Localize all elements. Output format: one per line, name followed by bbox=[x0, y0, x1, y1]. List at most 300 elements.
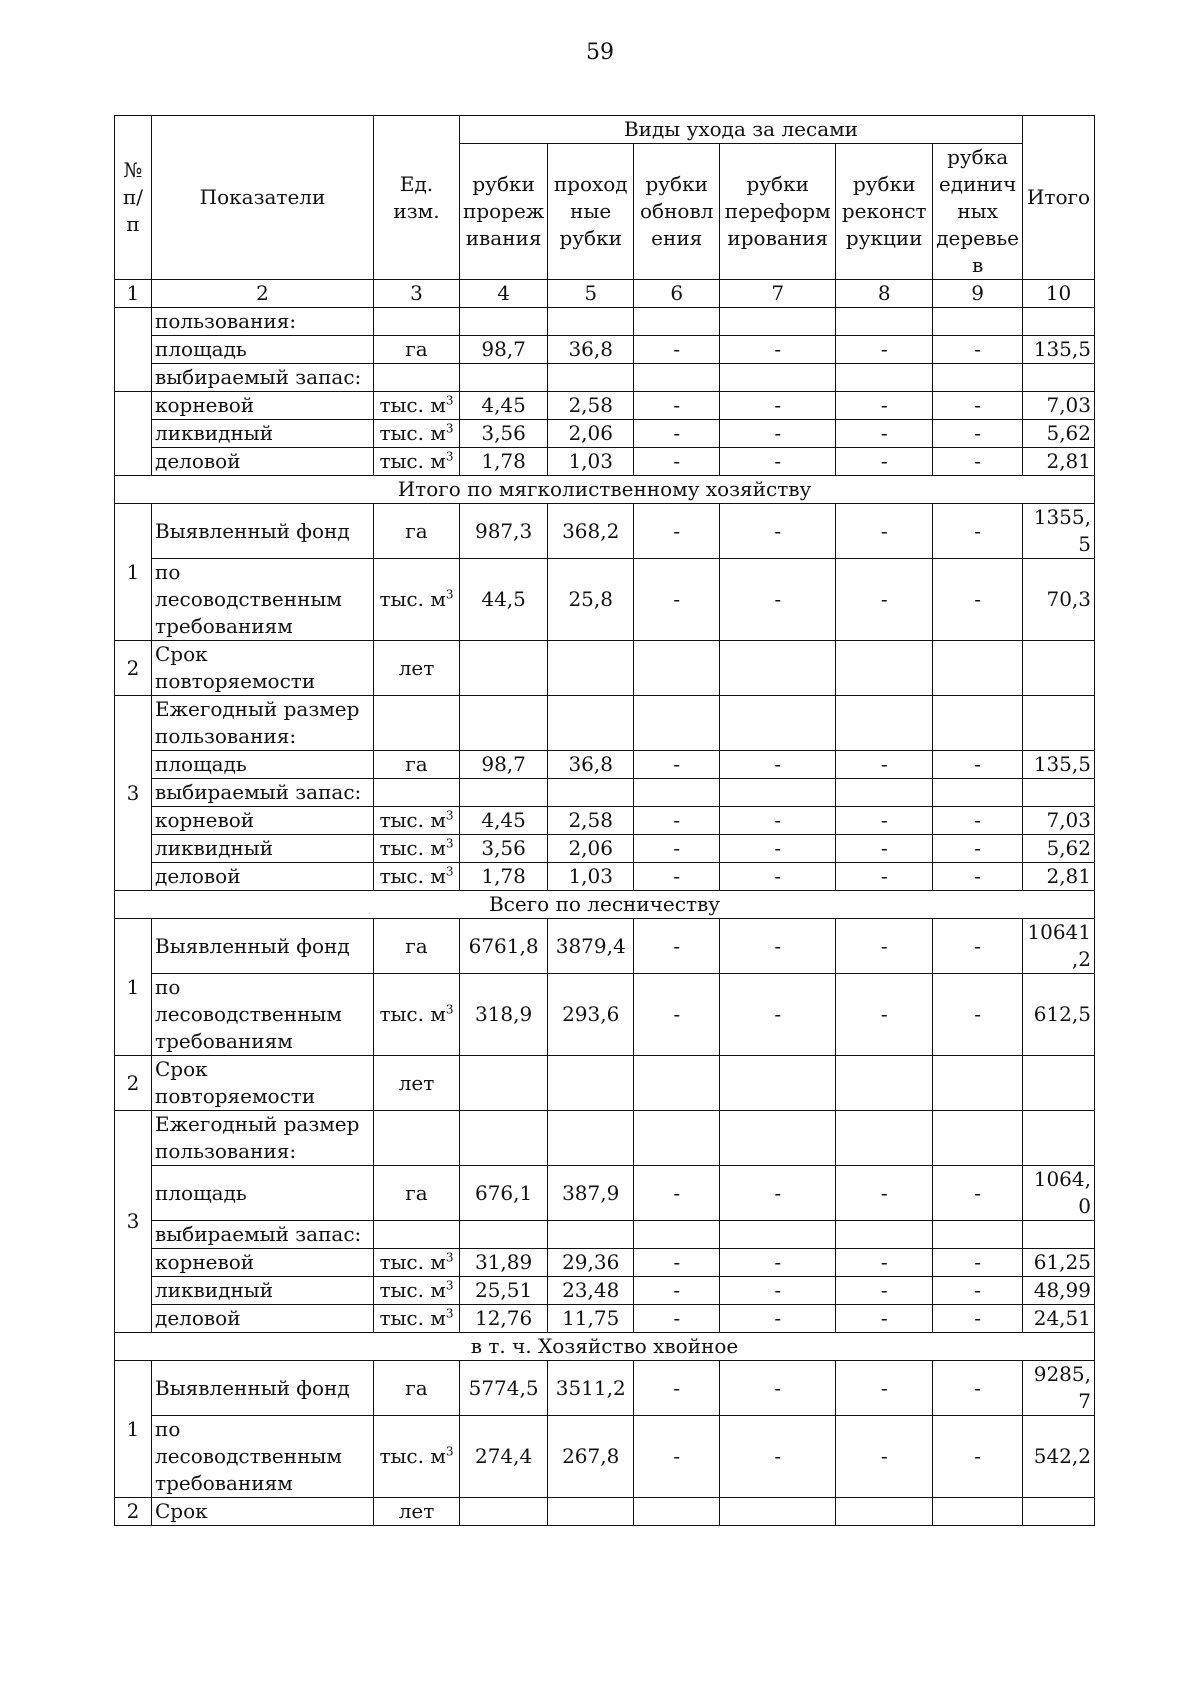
unit-superscript: 3 bbox=[445, 808, 454, 823]
table-row bbox=[115, 974, 1095, 1056]
table-row bbox=[115, 835, 1095, 863]
empty-cell bbox=[548, 1498, 634, 1526]
value-cell: 11,75 bbox=[548, 1305, 634, 1333]
empty-cell bbox=[634, 641, 720, 696]
total-cell: 135,5 bbox=[1023, 336, 1095, 364]
empty-cell bbox=[836, 641, 933, 696]
unit-cell bbox=[374, 420, 460, 448]
unit-text: тыс. м bbox=[379, 587, 446, 611]
dash-cell: - bbox=[933, 1416, 1023, 1498]
label-cell: площадь bbox=[152, 751, 374, 779]
unit-text: тыс. м bbox=[379, 1002, 446, 1026]
dash-cell: - bbox=[836, 336, 933, 364]
empty-cell bbox=[634, 308, 720, 336]
dash-cell: - bbox=[634, 559, 720, 641]
dash-cell: - bbox=[933, 974, 1023, 1056]
forest-care-table bbox=[114, 115, 1095, 1526]
column-number: 2 bbox=[152, 280, 374, 308]
header-total: Итого bbox=[1023, 116, 1095, 280]
section-title: Итого по мягколиственному хозяйству bbox=[115, 476, 1095, 504]
dash-cell: - bbox=[634, 807, 720, 835]
table-row bbox=[115, 891, 1095, 919]
unit-cell: лет bbox=[374, 641, 460, 696]
table-row bbox=[115, 364, 1095, 392]
table-row bbox=[115, 863, 1095, 891]
empty-cell bbox=[634, 1111, 720, 1166]
total-cell: 1064, 0 bbox=[1023, 1166, 1095, 1221]
row-number-cell bbox=[115, 308, 152, 392]
table-row bbox=[115, 420, 1095, 448]
dash-cell: - bbox=[634, 751, 720, 779]
table-row bbox=[115, 696, 1095, 751]
value-cell: 29,36 bbox=[548, 1249, 634, 1277]
dash-cell: - bbox=[720, 1361, 836, 1416]
unit-superscript: 3 bbox=[445, 393, 454, 408]
column-number: 6 bbox=[634, 280, 720, 308]
empty-cell bbox=[634, 1056, 720, 1111]
dash-cell: - bbox=[720, 751, 836, 779]
empty-cell bbox=[836, 779, 933, 807]
dash-cell: - bbox=[720, 974, 836, 1056]
column-number: 3 bbox=[374, 280, 460, 308]
unit-cell: га bbox=[374, 1166, 460, 1221]
label-cell: корневой bbox=[152, 1249, 374, 1277]
dash-cell: - bbox=[933, 392, 1023, 420]
row-number-cell: 2 bbox=[115, 1498, 152, 1526]
empty-cell bbox=[460, 308, 548, 336]
empty-cell bbox=[933, 1221, 1023, 1249]
table-row bbox=[115, 1305, 1095, 1333]
empty-cell bbox=[720, 308, 836, 336]
dash-cell: - bbox=[933, 420, 1023, 448]
empty-cell bbox=[1023, 308, 1095, 336]
page-number: 59 bbox=[586, 40, 614, 65]
empty-cell bbox=[374, 696, 460, 751]
unit-cell bbox=[374, 1277, 460, 1305]
value-cell: 4,45 bbox=[460, 807, 548, 835]
column-number: 1 bbox=[115, 280, 152, 308]
empty-cell bbox=[548, 1056, 634, 1111]
value-cell: 23,48 bbox=[548, 1277, 634, 1305]
dash-cell: - bbox=[933, 751, 1023, 779]
dash-cell: - bbox=[634, 1249, 720, 1277]
dash-cell: - bbox=[836, 1416, 933, 1498]
empty-cell bbox=[836, 364, 933, 392]
total-cell: 70,3 bbox=[1023, 559, 1095, 641]
unit-superscript: 3 bbox=[445, 449, 454, 464]
empty-cell bbox=[1023, 1221, 1095, 1249]
dash-cell: - bbox=[836, 559, 933, 641]
dash-cell: - bbox=[933, 336, 1023, 364]
unit-cell bbox=[374, 1249, 460, 1277]
table-row bbox=[115, 476, 1095, 504]
label-cell: Ежегодный размер пользования: bbox=[152, 696, 374, 751]
unit-superscript: 3 bbox=[445, 587, 454, 602]
dash-cell: - bbox=[720, 807, 836, 835]
dash-cell: - bbox=[634, 336, 720, 364]
value-cell: 25,51 bbox=[460, 1277, 548, 1305]
empty-cell bbox=[460, 364, 548, 392]
empty-cell bbox=[933, 1111, 1023, 1166]
dash-cell: - bbox=[720, 392, 836, 420]
row-number-cell: 1 bbox=[115, 504, 152, 641]
value-cell: 36,8 bbox=[548, 751, 634, 779]
value-cell: 2,06 bbox=[548, 835, 634, 863]
empty-cell bbox=[374, 1111, 460, 1166]
table-row bbox=[115, 641, 1095, 696]
unit-cell: лет bbox=[374, 1498, 460, 1526]
empty-cell bbox=[720, 1498, 836, 1526]
label-cell: выбираемый запас: bbox=[152, 779, 374, 807]
value-cell: 98,7 bbox=[460, 751, 548, 779]
column-number: 5 bbox=[548, 280, 634, 308]
unit-superscript: 3 bbox=[445, 421, 454, 436]
label-cell: Срок повторяемости bbox=[152, 1056, 374, 1111]
dash-cell: - bbox=[836, 863, 933, 891]
empty-cell bbox=[933, 779, 1023, 807]
header-col: рубки переформ ирования bbox=[720, 144, 836, 280]
column-number: 7 bbox=[720, 280, 836, 308]
value-cell: 36,8 bbox=[548, 336, 634, 364]
dash-cell: - bbox=[634, 863, 720, 891]
label-cell: пользования: bbox=[152, 308, 374, 336]
total-cell: 61,25 bbox=[1023, 1249, 1095, 1277]
label-cell: площадь bbox=[152, 336, 374, 364]
dash-cell: - bbox=[836, 919, 933, 974]
value-cell: 2,58 bbox=[548, 392, 634, 420]
dash-cell: - bbox=[720, 420, 836, 448]
empty-cell bbox=[634, 696, 720, 751]
row-number-cell: 3 bbox=[115, 696, 152, 891]
empty-cell bbox=[548, 696, 634, 751]
dash-cell: - bbox=[933, 1277, 1023, 1305]
empty-cell bbox=[374, 1221, 460, 1249]
empty-cell bbox=[836, 1221, 933, 1249]
value-cell: 274,4 bbox=[460, 1416, 548, 1498]
empty-cell bbox=[836, 308, 933, 336]
dash-cell: - bbox=[933, 919, 1023, 974]
table-row bbox=[115, 559, 1095, 641]
empty-cell bbox=[720, 641, 836, 696]
empty-cell bbox=[1023, 1498, 1095, 1526]
unit-superscript: 3 bbox=[445, 836, 454, 851]
empty-cell bbox=[374, 364, 460, 392]
header-group: Виды ухода за лесами bbox=[460, 116, 1023, 144]
table-row bbox=[115, 779, 1095, 807]
empty-cell bbox=[1023, 641, 1095, 696]
dash-cell: - bbox=[720, 919, 836, 974]
total-cell: 1355, 5 bbox=[1023, 504, 1095, 559]
unit-text: тыс. м bbox=[379, 1278, 446, 1302]
dash-cell: - bbox=[836, 392, 933, 420]
header-col: рубки прореж ивания bbox=[460, 144, 548, 280]
label-cell: Выявленный фонд bbox=[152, 1361, 374, 1416]
empty-cell bbox=[836, 1056, 933, 1111]
unit-cell: лет bbox=[374, 1056, 460, 1111]
table-row bbox=[115, 751, 1095, 779]
value-cell: 98,7 bbox=[460, 336, 548, 364]
table-row bbox=[115, 308, 1095, 336]
table-row bbox=[115, 1416, 1095, 1498]
table-row bbox=[115, 1111, 1095, 1166]
empty-cell bbox=[720, 364, 836, 392]
row-number-cell bbox=[115, 392, 152, 476]
label-cell: по лесоводственным требованиям bbox=[152, 974, 374, 1056]
dash-cell: - bbox=[933, 807, 1023, 835]
value-cell: 44,5 bbox=[460, 559, 548, 641]
value-cell: 1,78 bbox=[460, 863, 548, 891]
value-cell: 3511,2 bbox=[548, 1361, 634, 1416]
empty-cell bbox=[1023, 1111, 1095, 1166]
dash-cell: - bbox=[634, 919, 720, 974]
value-cell: 387,9 bbox=[548, 1166, 634, 1221]
table-row bbox=[115, 1249, 1095, 1277]
total-cell: 5,62 bbox=[1023, 835, 1095, 863]
dash-cell: - bbox=[720, 863, 836, 891]
dash-cell: - bbox=[634, 392, 720, 420]
empty-cell bbox=[548, 641, 634, 696]
header-col: проход ные рубки bbox=[548, 144, 634, 280]
empty-cell bbox=[634, 1498, 720, 1526]
unit-superscript: 3 bbox=[445, 1306, 454, 1321]
empty-cell bbox=[460, 696, 548, 751]
table-row bbox=[115, 1277, 1095, 1305]
empty-cell bbox=[634, 364, 720, 392]
unit-text: тыс. м bbox=[379, 1444, 446, 1468]
empty-cell bbox=[634, 779, 720, 807]
value-cell: 5774,5 bbox=[460, 1361, 548, 1416]
dash-cell: - bbox=[720, 504, 836, 559]
dash-cell: - bbox=[720, 1166, 836, 1221]
value-cell: 676,1 bbox=[460, 1166, 548, 1221]
row-number-cell: 2 bbox=[115, 641, 152, 696]
label-cell: деловой bbox=[152, 448, 374, 476]
dash-cell: - bbox=[836, 751, 933, 779]
dash-cell: - bbox=[634, 1277, 720, 1305]
dash-cell: - bbox=[720, 1416, 836, 1498]
dash-cell: - bbox=[634, 835, 720, 863]
dash-cell: - bbox=[933, 1361, 1023, 1416]
dash-cell: - bbox=[933, 448, 1023, 476]
value-cell: 3,56 bbox=[460, 835, 548, 863]
label-cell: по лесоводственным требованиям bbox=[152, 1416, 374, 1498]
unit-cell bbox=[374, 392, 460, 420]
table-row bbox=[115, 448, 1095, 476]
total-cell: 5,62 bbox=[1023, 420, 1095, 448]
unit-cell bbox=[374, 974, 460, 1056]
total-cell: 48,99 bbox=[1023, 1277, 1095, 1305]
dash-cell: - bbox=[634, 1416, 720, 1498]
total-cell: 135,5 bbox=[1023, 751, 1095, 779]
dash-cell: - bbox=[836, 448, 933, 476]
unit-cell bbox=[374, 835, 460, 863]
unit-superscript: 3 bbox=[445, 1002, 454, 1017]
dash-cell: - bbox=[933, 504, 1023, 559]
table-row bbox=[115, 919, 1095, 974]
empty-cell bbox=[720, 1111, 836, 1166]
dash-cell: - bbox=[836, 504, 933, 559]
header-col: рубка единич ных деревье в bbox=[933, 144, 1023, 280]
table-row bbox=[115, 392, 1095, 420]
value-cell: 293,6 bbox=[548, 974, 634, 1056]
label-cell: деловой bbox=[152, 1305, 374, 1333]
header-num: № п/ п bbox=[115, 116, 152, 280]
dash-cell: - bbox=[720, 835, 836, 863]
dash-cell: - bbox=[836, 1249, 933, 1277]
empty-cell bbox=[933, 696, 1023, 751]
empty-cell bbox=[933, 308, 1023, 336]
value-cell: 4,45 bbox=[460, 392, 548, 420]
empty-cell bbox=[460, 1498, 548, 1526]
row-number-cell: 1 bbox=[115, 919, 152, 1056]
row-number-cell: 3 bbox=[115, 1111, 152, 1333]
table-row bbox=[115, 1221, 1095, 1249]
dash-cell: - bbox=[933, 1305, 1023, 1333]
dash-cell: - bbox=[836, 807, 933, 835]
empty-cell bbox=[836, 1498, 933, 1526]
label-cell: ликвидный bbox=[152, 420, 374, 448]
unit-superscript: 3 bbox=[445, 1444, 454, 1459]
empty-cell bbox=[933, 1056, 1023, 1111]
unit-cell: га bbox=[374, 751, 460, 779]
unit-text: тыс. м bbox=[379, 393, 446, 417]
dash-cell: - bbox=[836, 1361, 933, 1416]
label-cell: по лесоводственным требованиям bbox=[152, 559, 374, 641]
dash-cell: - bbox=[933, 1166, 1023, 1221]
unit-superscript: 3 bbox=[445, 1250, 454, 1265]
unit-cell: га bbox=[374, 1361, 460, 1416]
column-number: 9 bbox=[933, 280, 1023, 308]
table-row bbox=[115, 807, 1095, 835]
empty-cell bbox=[548, 1111, 634, 1166]
unit-text: тыс. м bbox=[379, 808, 446, 832]
total-cell: 2,81 bbox=[1023, 448, 1095, 476]
total-cell: 9285, 7 bbox=[1023, 1361, 1095, 1416]
empty-cell bbox=[460, 1111, 548, 1166]
unit-cell bbox=[374, 807, 460, 835]
dash-cell: - bbox=[634, 1166, 720, 1221]
value-cell: 25,8 bbox=[548, 559, 634, 641]
value-cell: 31,89 bbox=[460, 1249, 548, 1277]
header-indicators: Показатели bbox=[152, 116, 374, 280]
unit-cell: га bbox=[374, 504, 460, 559]
empty-cell bbox=[720, 1056, 836, 1111]
empty-cell bbox=[460, 641, 548, 696]
table-row bbox=[115, 1166, 1095, 1221]
total-cell: 10641 ,2 bbox=[1023, 919, 1095, 974]
section-title: в т. ч. Хозяйство хвойное bbox=[115, 1333, 1095, 1361]
empty-cell bbox=[720, 779, 836, 807]
section-title: Всего по лесничеству bbox=[115, 891, 1095, 919]
dash-cell: - bbox=[634, 504, 720, 559]
empty-cell bbox=[836, 696, 933, 751]
dash-cell: - bbox=[720, 336, 836, 364]
dash-cell: - bbox=[720, 1305, 836, 1333]
label-cell: деловой bbox=[152, 863, 374, 891]
column-number: 8 bbox=[836, 280, 933, 308]
label-cell: Выявленный фонд bbox=[152, 919, 374, 974]
unit-text: тыс. м bbox=[379, 449, 446, 473]
dash-cell: - bbox=[720, 448, 836, 476]
empty-cell bbox=[1023, 1056, 1095, 1111]
value-cell: 12,76 bbox=[460, 1305, 548, 1333]
label-cell: Срок bbox=[152, 1498, 374, 1526]
unit-cell bbox=[374, 1305, 460, 1333]
unit-cell: га bbox=[374, 336, 460, 364]
value-cell: 368,2 bbox=[548, 504, 634, 559]
unit-text: тыс. м bbox=[379, 836, 446, 860]
unit-text: тыс. м bbox=[379, 1306, 446, 1330]
dash-cell: - bbox=[836, 1277, 933, 1305]
dash-cell: - bbox=[933, 835, 1023, 863]
value-cell: 987,3 bbox=[460, 504, 548, 559]
empty-cell bbox=[460, 1056, 548, 1111]
label-cell: площадь bbox=[152, 1166, 374, 1221]
label-cell: выбираемый запас: bbox=[152, 1221, 374, 1249]
empty-cell bbox=[548, 308, 634, 336]
dash-cell: - bbox=[720, 1277, 836, 1305]
total-cell: 24,51 bbox=[1023, 1305, 1095, 1333]
value-cell: 318,9 bbox=[460, 974, 548, 1056]
unit-text: тыс. м bbox=[379, 864, 446, 888]
dash-cell: - bbox=[634, 1361, 720, 1416]
unit-text: тыс. м bbox=[379, 421, 446, 445]
label-cell: Срок повторяемости bbox=[152, 641, 374, 696]
table-row bbox=[115, 1361, 1095, 1416]
empty-cell bbox=[548, 779, 634, 807]
table-row bbox=[115, 504, 1095, 559]
dash-cell: - bbox=[634, 974, 720, 1056]
value-cell: 1,78 bbox=[460, 448, 548, 476]
empty-cell bbox=[720, 1221, 836, 1249]
table-row bbox=[115, 1333, 1095, 1361]
empty-cell bbox=[933, 641, 1023, 696]
unit-superscript: 3 bbox=[445, 1278, 454, 1293]
table-row bbox=[115, 1056, 1095, 1111]
empty-cell bbox=[548, 364, 634, 392]
header-col: рубки реконст рукции bbox=[836, 144, 933, 280]
label-cell: Выявленный фонд bbox=[152, 504, 374, 559]
empty-cell bbox=[460, 1221, 548, 1249]
dash-cell: - bbox=[836, 1166, 933, 1221]
column-number: 10 bbox=[1023, 280, 1095, 308]
label-cell: ликвидный bbox=[152, 835, 374, 863]
value-cell: 3879,4 bbox=[548, 919, 634, 974]
value-cell: 2,58 bbox=[548, 807, 634, 835]
total-cell: 7,03 bbox=[1023, 392, 1095, 420]
unit-cell bbox=[374, 1416, 460, 1498]
unit-text: тыс. м bbox=[379, 1250, 446, 1274]
dash-cell: - bbox=[933, 559, 1023, 641]
empty-cell bbox=[460, 779, 548, 807]
label-cell: ликвидный bbox=[152, 1277, 374, 1305]
empty-cell bbox=[933, 364, 1023, 392]
unit-cell bbox=[374, 559, 460, 641]
header-col: рубки обновл ения bbox=[634, 144, 720, 280]
empty-cell bbox=[374, 779, 460, 807]
value-cell: 1,03 bbox=[548, 448, 634, 476]
row-number-cell: 2 bbox=[115, 1056, 152, 1111]
dash-cell: - bbox=[836, 420, 933, 448]
empty-cell bbox=[720, 696, 836, 751]
unit-cell bbox=[374, 448, 460, 476]
dash-cell: - bbox=[634, 448, 720, 476]
total-cell: 612,5 bbox=[1023, 974, 1095, 1056]
unit-cell bbox=[374, 863, 460, 891]
table-row bbox=[115, 1498, 1095, 1526]
dash-cell: - bbox=[836, 1305, 933, 1333]
dash-cell: - bbox=[634, 420, 720, 448]
